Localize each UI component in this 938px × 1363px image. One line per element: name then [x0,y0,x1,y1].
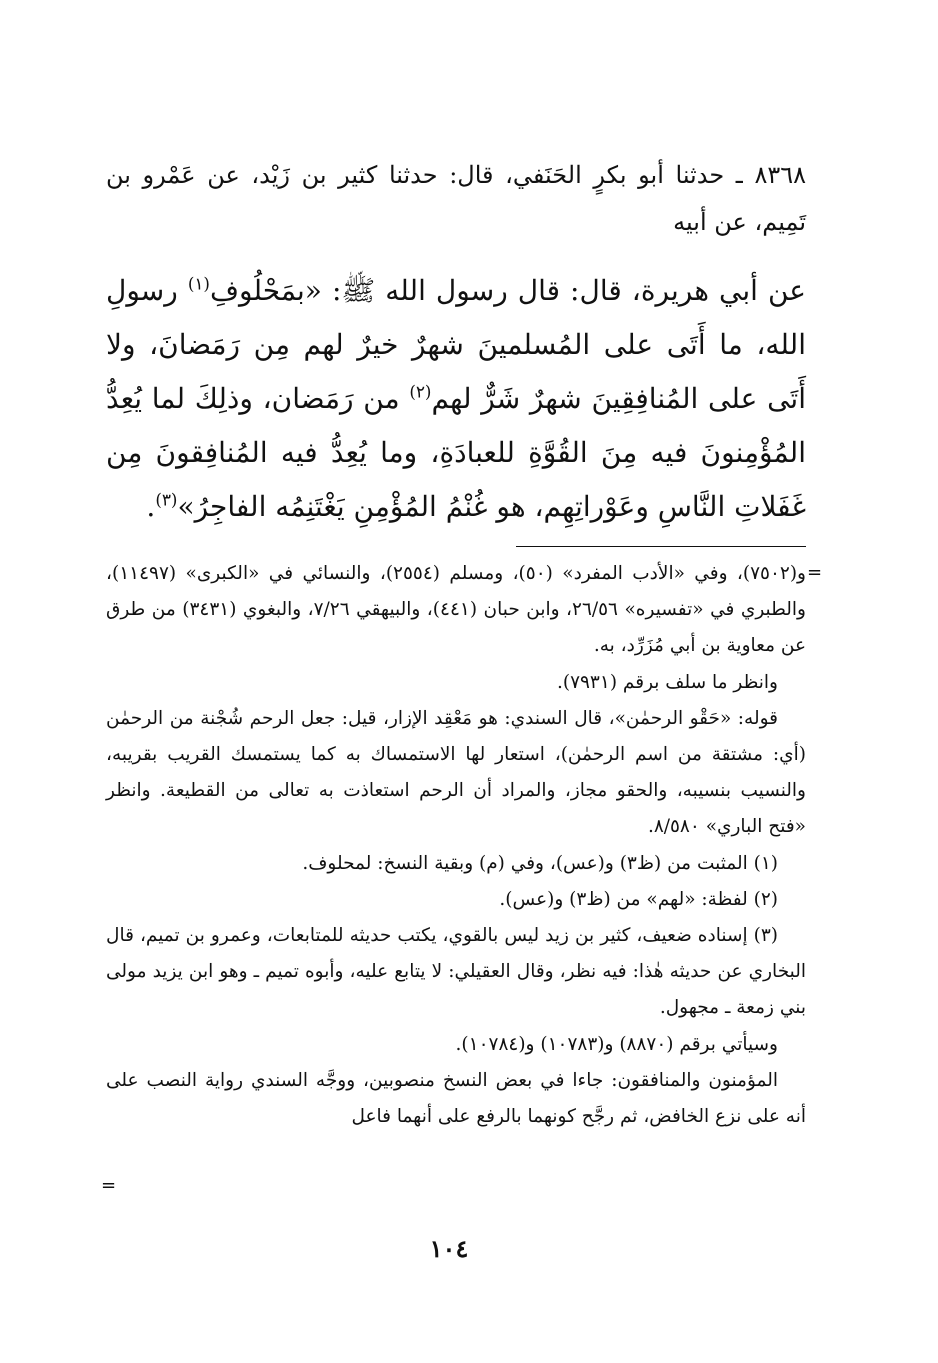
footnote-3-see: وسيأتي برقم (٨٨٧٠) و(١٠٧٨٣) و(١٠٧٨٤). [455,1033,778,1055]
matn-text-2: رسولِ الله، ما أَتَى على المُسلمينَ شهرٌ خيرٌ لهم مِن رَمَضانَ، ولا أَتَى على المُنافِقِينَ شهرٌ شَرٌّ لهم [106,274,806,415]
footnote-continued: و(٧٥٠٢)، وفي «الأدب المفرد» (٥٠)، ومسلم (٢٥٥٤)، والنسائي في «الكبرى» (١١٤٩٧)، والطبري في «تفسيره» ٢٦/٥٦، وابن حبان (٤٤١)، والبيهقي ٧/٢٦، والبغوي (٣٤٣١) من طرق عن معاوية بن أبي مُزَرِّد، به. [106,563,806,657]
matn-text-1: عن أبي هريرة، قال: قال رسول الله ﷺ: «بمَحْلُوفِ [209,274,806,307]
footnote-ref-1[interactable]: (١) [187,273,210,294]
footnote-1: (١) المثبت من (ظ٣) و(عس)، وفي (م) وبقية النسخ: لمحلوف. [302,852,778,874]
footnote-see-also: وانظر ما سلف برقم (٧٩٣١). [556,671,778,693]
page-number: ١٠٤ [429,1234,469,1263]
continuation-mark-top: = [807,562,823,583]
footnote-3: (٣) إسناده ضعيف، كثير بن زيد ليس بالقوي، يكتب حديثه للمتابعات، وعمرو بن تميم، قال البخاري عن حديثه هٰذا: فيه نظر، وقال العقيلي: لا يتابع عليه، وأبوه تميم ـ وهو ابن يزيد مولى بني زمعة ـ مجهول. [106,925,806,1019]
isnad-text: ٨٣٦٨ ـ حدثنا أبو بكرٍ الحَنَفي، قال: حدثنا كثير بن زَيْد، عن عَمْرو بن تَمِيم، عن أبيه [106,161,806,236]
footnote-ref-2[interactable]: (٢) [409,381,432,402]
footnote-qawluh: قوله: «حَقْو الرحمٰن»، قال السندي: هو مَعْقِد الإزار، قيل: جعل الرحم شُجْنة من الرحمٰن (أي: مشتقة من اسم الرحمٰن)، استعار لها الاستمساك به كما يستمسك القريب بقريبه، والنسيب بنسيبه، والحقو مجاز، والمراد أن الرحم استعاذت به تعالى من القطيعة. وانظر «فتح الباري» ٨/٥٨٠. [106,707,806,838]
hadith-isnad [106,152,806,246]
footnote-2: (٢) لفظة: «لهم» من (ظ٣) و(عس). [499,888,778,910]
matn-end: . [146,490,156,523]
footnote-ref-3[interactable]: (٣) [155,489,178,510]
hadith-matn [106,264,806,534]
footnote-3-note: المؤمنون والمنافقون: جاءا في بعض النسخ منصوبين، ووجَّه السندي رواية النصب على أنه على نزع الخافض، ثم رجَّح كونهما بالرفع على أنهما فاعل [106,1069,806,1128]
continuation-mark-bottom: = [101,1175,117,1196]
matn-text-3: من رَمَضان، وذلِكَ لما يُعِدُّ المُؤْمِنونَ فيه مِنَ القُوَّةِ للعبادَةِ، وما يُعِدُّ فيه المُنافِقونَ مِن غَفَلاتِ النَّاسِ وعَوْراتِهِم، هو غُنْمُ المُؤْمِنِ يَغْتَنِمُه الفاجِرُ» [106,382,806,523]
footnote-separator [516,546,806,547]
footnotes-section [106,556,806,1135]
